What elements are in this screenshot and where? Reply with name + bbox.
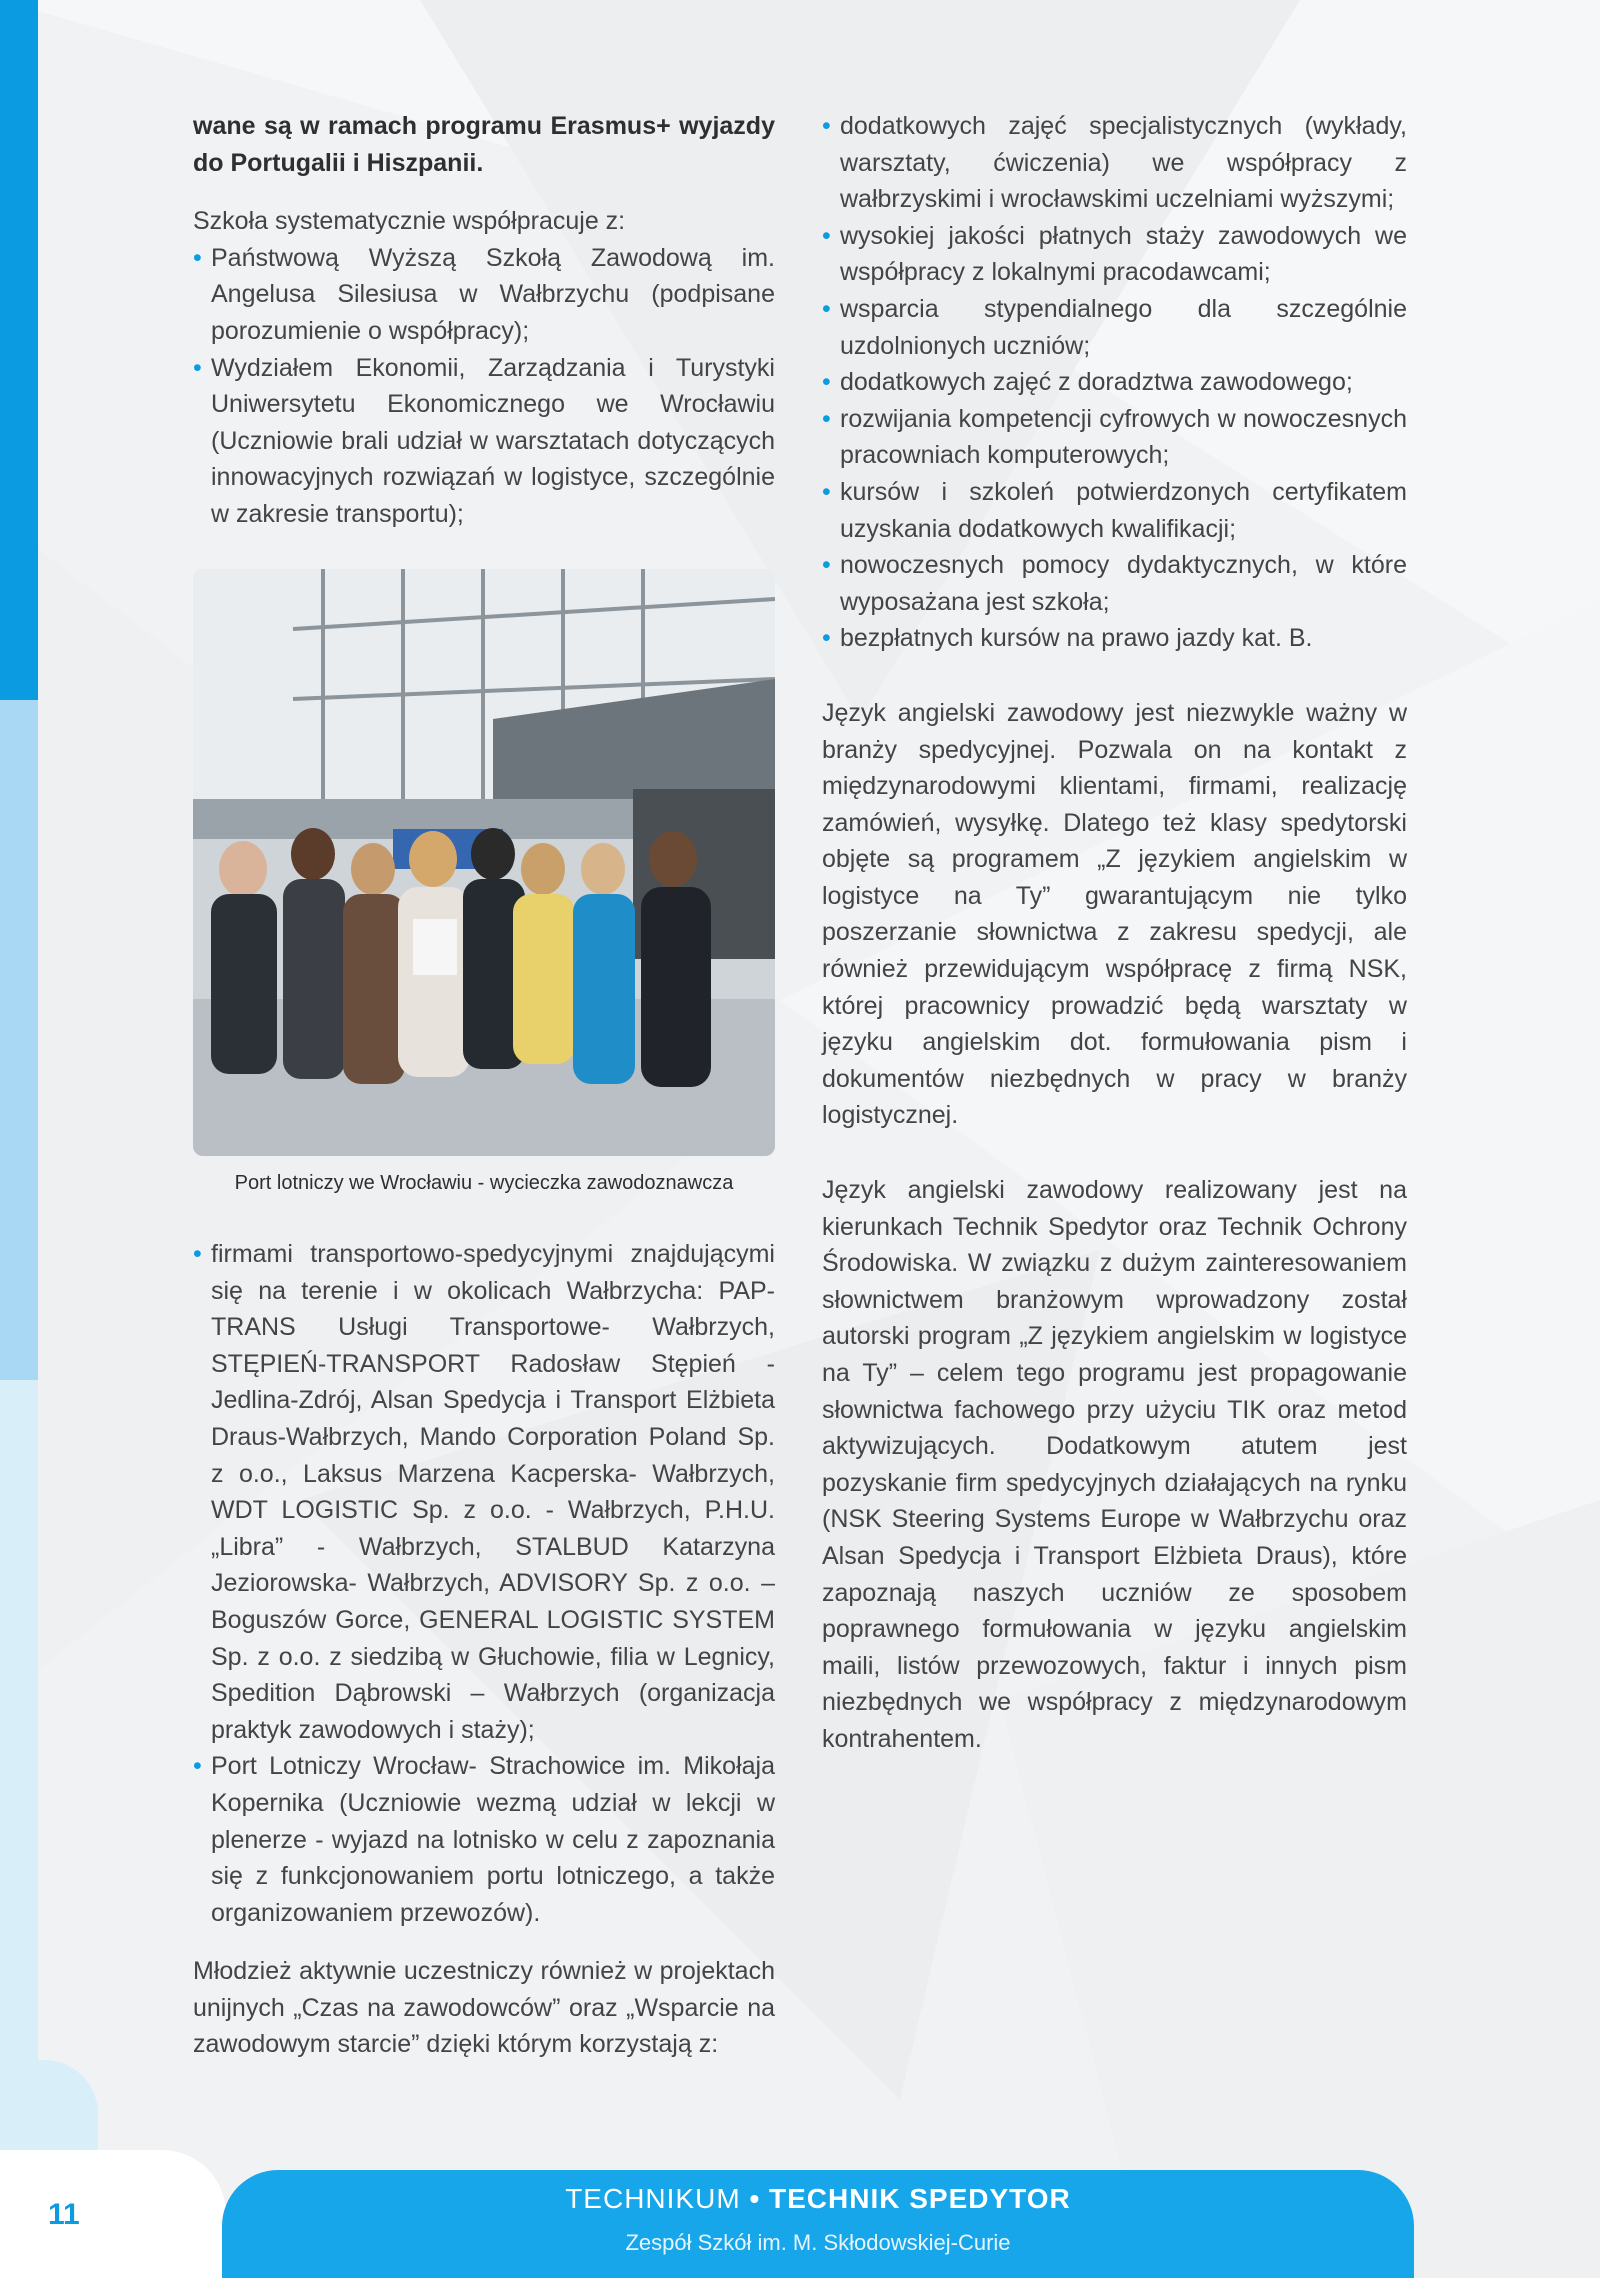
intro-paragraph: Szkoła systematycznie współpracuje z: [193,207,626,236]
left-column-bottom [193,1236,775,2063]
footer-separator: • [749,2183,761,2214]
side-accent-bar [0,0,38,700]
footer-subtitle: Zespół Szkół im. M. Skłodowskiej-Curie [625,2230,1011,2255]
benefits-list [822,108,1407,657]
list-item: • wysokiej jakości płatnych staży zawodowych we współpracy z lokalnymi pracodawcami; [822,218,1407,291]
list-item: • Wydziałem Ekonomii, Zarządzania i Turystyki Uniwersytetu Ekonomicznego we Wrocławiu (Uczniowie brali udział w warsztatach dotyczących innowacyjnych rozwiązań w logistyce, szczególnie w zakresie transportu); [193,350,775,533]
left-column-top [193,108,775,533]
airport-group-photo [193,569,775,1156]
list-item: • wsparcia stypendialnego dla szczególnie uzdolnionych uczniów; [822,291,1407,364]
cooperation-list-bottom [193,1236,775,1931]
list-item: • dodatkowych zajęć z doradztwa zawodowego; [822,364,1407,401]
page-number-box [0,2150,226,2278]
side-accent-bar-light [0,700,38,1380]
english-paragraph-2: Język angielski zawodowy realizowany jest na kierunkach Technik Spedytor oraz Technik Ochrony Środowiska. W związku z dużym zainteresowaniem słownictwem branżowym wprowadzony został autorski program „Z językiem angielskim w logistyce na Ty” – celem tego programu jest propagowanie słownictwa fachowego przy użyciu TIK oraz metod aktywizujących. Dodatkowym atutem jest pozyskanie firm spedycyjnych działających na rynku (NSK Steering Systems Europe w Wałbrzychu oraz Alsan Spedycja i Transport Elżbieta Draus), które zapoznają naszych uczniów ze sposobem poprawnego formułowania w języku angielskim maili, listów przewozowych, faktur i innych pism niezbędnych we współpracy z międzynarodowym kontrahentem. [822,1176,1407,1753]
right-column [822,108,1407,1758]
list-item: • rozwijania kompetencji cyfrowych w nowoczesnych pracowniach komputerowych; [822,401,1407,474]
lead-paragraph: wane są w ramach programu Erasmus+ wyjazdy do Portugalii i Hiszpanii. [193,112,775,177]
footer-title-school: TECHNIKUM [565,2183,741,2214]
side-accent-bar-pale [0,1380,38,2080]
list-item: • nowoczesnych pomocy dydaktycznych, w które wyposażana jest szkoła; [822,547,1407,620]
list-item: • Port Lotniczy Wrocław- Strachowice im. Mikołaja Kopernika (Uczniowie wezmą udział w lekcji w plenerze - wyjazd na lotnisko w celu z zapoznania się z funkcjonowaniem portu lotniczego, a także organizowaniem przewozów). [193,1748,775,1931]
footer-title-profession: TECHNIK SPEDYTOR [769,2183,1071,2214]
english-paragraph-1: Język angielski zawodowy jest niezwykle ważny w branży spedycyjnej. Pozwala on na kontakt z międzynarodowymi klientami, firmami, realizację zamówień, wysyłkę. Dlatego też klasy spedytorski objęte są programem „Z językiem angielskim w logistyce na Ty” gwarantującym nie tylko poszerzanie słownictwa z zakresu spedycji, ale również przewidującym współpracę z firmą NSK, której pracownicy prowadzić będą warsztaty w języku angielskim dot. formułowania pism i dokumentów niezbędnych w pracy w branży logistycznej. [822,698,1407,1130]
list-item: • firmami transportowo-spedycyjnymi znajdującymi się na terenie i w okolicach Wałbrzycha: PAP-TRANS Usługi Transportowe- Wałbrzych, STĘPIEŃ-TRANSPORT Radosław Stępień - Jedlina-Zdrój, Alsan Spedycja i Transport Elżbieta Draus-Wałbrzych, Mando Corporation Poland Sp. z o.o., Laksus Marzena Kacperska- Wałbrzych, WDT LOGISTIC Sp. z o.o. - Wałbrzych, P.H.U. „Libra” - Wałbrzych, STALBUD Katarzyna Jeziorowska- Wałbrzych, ADVISORY Sp. z o.o. – Boguszów Gorce, GENERAL LOGISTIC SYSTEM Sp. z o.o. z siedzibą w Głuchowie, filia w Legnicy, Spedition Dąbrowski – Wałbrzych (organizacja praktyk zawodowych i staży); [193,1236,775,1748]
photo-caption: Port lotniczy we Wrocławiu - wycieczka zawodoznawcza [234,1172,734,1194]
list-item: • bezpłatnych kursów na prawo jazdy kat. B. [822,620,1407,657]
footer-band [222,2170,1414,2278]
closing-paragraph: Młodzież aktywnie uczestniczy również w projektach unijnych „Czas na zawodowców” oraz „Wsparcie na zawodowym starcie” dzięki którym korzystają z: [193,1957,775,2059]
list-item: • Państwową Wyższą Szkołą Zawodową im. Angelusa Silesiusa w Wałbrzychu (podpisane porozumienie o współpracy); [193,240,775,350]
list-item: • dodatkowych zajęć specjalistycznych (wykłady, warsztaty, ćwiczenia) we współpracy z wałbrzyskimi i wrocławskimi uczelniami wyższymi; [822,108,1407,218]
footer-title [222,2183,1414,2215]
cooperation-list-top [193,240,775,533]
page-number: 11 [48,2198,80,2231]
list-item: • kursów i szkoleń potwierdzonych certyfikatem uzyskania dodatkowych kwalifikacji; [822,474,1407,547]
